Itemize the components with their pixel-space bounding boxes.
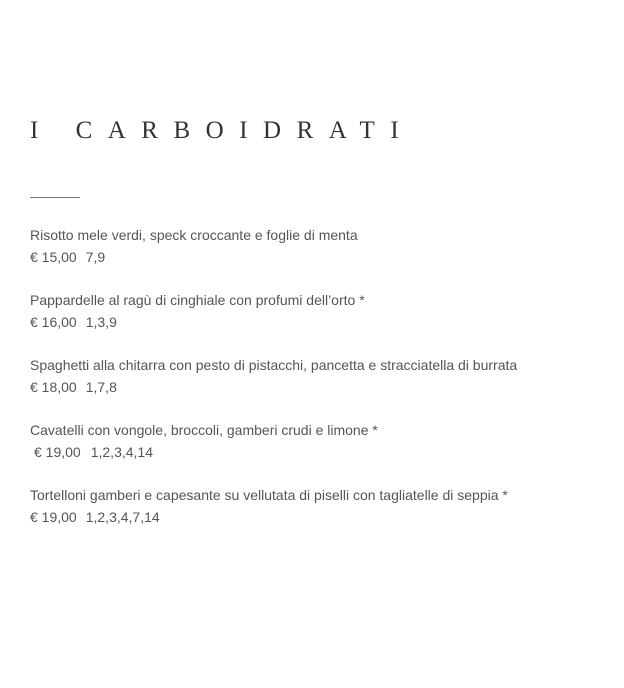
dish-list <box>30 224 517 549</box>
dish-price: € 19,00 <box>30 509 77 525</box>
dish-meta <box>30 311 517 333</box>
dish-item <box>30 484 517 549</box>
dish-price: € 16,00 <box>30 314 77 330</box>
title-divider <box>30 197 80 198</box>
dish-name: Cavatelli con vongole, broccoli, gamberi crudi e limone * <box>30 422 378 438</box>
dish-meta <box>30 246 517 268</box>
dish-name: Tortelloni gamberi e capesante su vellutata di piselli con tagliatelle di seppia * <box>30 487 508 503</box>
dish-allergens: 1,2,3,4,7,14 <box>85 509 160 525</box>
dish-meta <box>30 441 517 463</box>
dish-allergens: 1,7,8 <box>85 379 117 395</box>
dish-item <box>30 289 517 354</box>
dish-price: € 15,00 <box>30 249 77 265</box>
section-title: I CARBOIDRATI <box>30 117 415 144</box>
dish-meta <box>30 376 517 398</box>
dish-allergens: 1,3,9 <box>85 314 117 330</box>
dish-item <box>30 224 517 289</box>
dish-price: € 18,00 <box>30 379 77 395</box>
dish-name: Risotto mele verdi, speck croccante e foglie di menta <box>30 227 358 243</box>
dish-item <box>30 354 517 419</box>
dish-name: Spaghetti alla chitarra con pesto di pistacchi, pancetta e stracciatella di burrata <box>30 357 518 373</box>
dish-allergens: 1,2,3,4,14 <box>90 444 153 460</box>
dish-allergens: 7,9 <box>85 249 106 265</box>
dish-price: € 19,00 <box>34 444 81 460</box>
dish-meta <box>30 506 517 528</box>
dish-item <box>30 419 517 484</box>
dish-name: Pappardelle al ragù di cinghiale con profumi dell’orto * <box>30 292 365 308</box>
